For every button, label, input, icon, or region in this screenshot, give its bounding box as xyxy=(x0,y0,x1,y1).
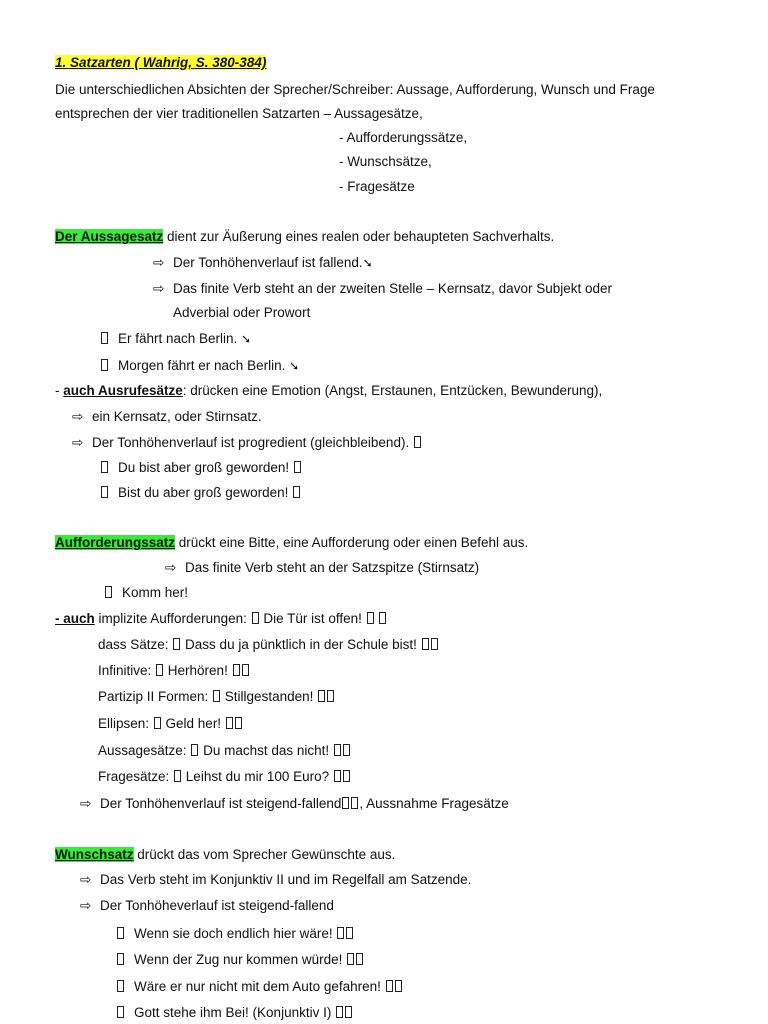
list-item: - Wunschsätze, xyxy=(339,154,432,169)
placeholder-glyph-icon xyxy=(213,690,220,702)
point-line: ⇨ Der Tonhöhenverlauf ist fallend.➘ xyxy=(153,255,373,270)
placeholder-glyph-icon xyxy=(252,612,259,624)
example-line: Morgen fährt er nach Berlin. ➘ xyxy=(100,357,299,375)
placeholder-glyph-icon xyxy=(334,744,341,756)
list-item: - Fragesätze xyxy=(339,179,415,194)
placeholder-glyph-icon xyxy=(395,980,402,992)
point-line: ⇨ Der Tonhöhenverlauf ist progredient (gleichbleibend). xyxy=(72,434,422,452)
arrow-right-icon: ⇨ xyxy=(72,435,84,450)
square-bullet-icon xyxy=(101,461,108,473)
placeholder-glyph-icon xyxy=(346,927,353,939)
placeholder-glyph-icon xyxy=(173,638,180,650)
term-highlight: Wunschsatz xyxy=(55,847,134,862)
placeholder-glyph-icon xyxy=(242,664,249,676)
placeholder-glyph-icon xyxy=(233,664,240,676)
placeholder-glyph-icon xyxy=(235,717,242,729)
intro-line-2: entsprechen der vier traditionellen Satzarten – Aussagesätze, xyxy=(55,106,423,121)
arrow-right-icon: ⇨ xyxy=(153,281,165,296)
placeholder-glyph-icon xyxy=(156,664,163,676)
arrow-right-icon: ⇨ xyxy=(72,409,84,424)
point-line: ⇨ Der Tonhöhenverlauf ist steigend-fallend , Aussnahme Fragesätze xyxy=(80,796,509,811)
wunschsatz-definition: Wunschsatz drückt das vom Sprecher Gewünschte aus. xyxy=(55,847,396,862)
implicit-row: Aussagesätze: Du machst das nicht! xyxy=(98,742,351,760)
square-bullet-icon xyxy=(117,980,124,992)
point-line: ⇨ Das Verb steht im Konjunktiv II und im Regelfall am Satzende. xyxy=(80,872,472,887)
square-bullet-icon xyxy=(117,927,124,939)
example-line: Gott stehe ihm Bei! (Konjunktiv I) xyxy=(116,1004,353,1022)
example-line: Du bist aber groß geworden! xyxy=(100,459,302,477)
placeholder-glyph-icon xyxy=(342,797,349,809)
placeholder-glyph-icon xyxy=(154,717,161,729)
placeholder-glyph-icon xyxy=(343,744,350,756)
falling-arrow-icon: ➘ xyxy=(289,359,300,373)
placeholder-glyph-icon xyxy=(414,436,421,448)
arrow-right-icon: ⇨ xyxy=(80,872,92,887)
term-highlight: Der Aussagesatz xyxy=(55,229,164,244)
point-line-continued: Adverbial oder Prowort xyxy=(173,305,311,320)
implicit-row: Partizip II Formen: Stillgestanden! xyxy=(98,688,335,706)
square-bullet-icon xyxy=(101,486,108,498)
square-bullet-icon xyxy=(105,586,112,598)
point-line: ⇨ Der Tonhöheverlauf ist steigend-fallend xyxy=(80,898,334,913)
placeholder-glyph-icon xyxy=(294,461,301,473)
implicit-row: Infinitive: Herhören! xyxy=(98,662,250,680)
placeholder-glyph-icon xyxy=(343,770,350,782)
placeholder-glyph-icon xyxy=(356,953,363,965)
square-bullet-icon xyxy=(101,359,108,371)
falling-arrow-icon: ➘ xyxy=(241,332,252,346)
example-line: Wäre er nur nicht mit dem Auto gefahren! xyxy=(116,978,403,996)
placeholder-glyph-icon xyxy=(345,1006,352,1018)
placeholder-glyph-icon xyxy=(367,612,374,624)
arrow-right-icon: ⇨ xyxy=(80,796,92,811)
placeholder-glyph-icon xyxy=(226,717,233,729)
point-line: ⇨ Das finite Verb steht an der zweiten Stelle – Kernsatz, davor Subjekt oder xyxy=(153,281,612,296)
section-heading: 1. Satzarten ( Wahrig, S. 380-384) xyxy=(55,55,267,70)
example-line: Komm her! xyxy=(104,584,188,602)
falling-arrow-icon: ➘ xyxy=(362,256,373,270)
point-line: ⇨ ein Kernsatz, oder Stirnsatz. xyxy=(72,409,262,424)
square-bullet-icon xyxy=(117,953,124,965)
placeholder-glyph-icon xyxy=(337,927,344,939)
example-line: Bist du aber groß geworden! xyxy=(100,484,301,502)
placeholder-glyph-icon xyxy=(351,797,358,809)
intro-line-1: Die unterschiedlichen Absichten der Sprecher/Schreiber: Aussage, Aufforderung, Wunsch und Frage xyxy=(55,82,655,97)
aussagesatz-definition: Der Aussagesatz dient zur Äußerung eines realen oder behaupteten Sachverhalts. xyxy=(55,229,555,244)
implicit-line: - auch implizite Aufforderungen: Die Tür ist offen! xyxy=(55,610,387,628)
aufforderungssatz-definition: Aufforderungssatz drückt eine Bitte, eine Aufforderung oder einen Befehl aus. xyxy=(55,535,529,550)
example-line: Er fährt nach Berlin. ➘ xyxy=(100,330,251,348)
placeholder-glyph-icon xyxy=(336,1006,343,1018)
square-bullet-icon xyxy=(117,1006,124,1018)
placeholder-glyph-icon xyxy=(174,770,181,782)
term-highlight: Aufforderungssatz xyxy=(55,535,176,550)
placeholder-glyph-icon xyxy=(347,953,354,965)
placeholder-glyph-icon xyxy=(293,486,300,498)
placeholder-glyph-icon xyxy=(318,690,325,702)
arrow-right-icon: ⇨ xyxy=(80,898,92,913)
implicit-row: Ellipsen: Geld her! xyxy=(98,715,243,733)
placeholder-glyph-icon xyxy=(327,690,334,702)
placeholder-glyph-icon xyxy=(386,980,393,992)
example-line: Wenn der Zug nur kommen würde! xyxy=(116,951,364,969)
placeholder-glyph-icon xyxy=(379,612,386,624)
square-bullet-icon xyxy=(101,332,108,344)
ausrufesatz-line: - auch Ausrufesätze: drücken eine Emotion (Angst, Erstaunen, Entzücken, Bewunderung), xyxy=(55,383,603,398)
list-item: - Aufforderungssätze, xyxy=(339,130,468,145)
arrow-right-icon: ⇨ xyxy=(153,255,165,270)
placeholder-glyph-icon xyxy=(334,770,341,782)
placeholder-glyph-icon xyxy=(422,638,429,650)
implicit-row: Fragesätze: Leihst du mir 100 Euro? xyxy=(98,768,351,786)
implicit-row: dass Sätze: Dass du ja pünktlich in der Schule bist! xyxy=(98,636,439,654)
example-line: Wenn sie doch endlich hier wäre! xyxy=(116,925,354,943)
arrow-right-icon: ⇨ xyxy=(165,560,177,575)
placeholder-glyph-icon xyxy=(191,744,198,756)
point-line: ⇨ Das finite Verb steht an der Satzspitze (Stirnsatz) xyxy=(165,560,480,575)
placeholder-glyph-icon xyxy=(431,638,438,650)
